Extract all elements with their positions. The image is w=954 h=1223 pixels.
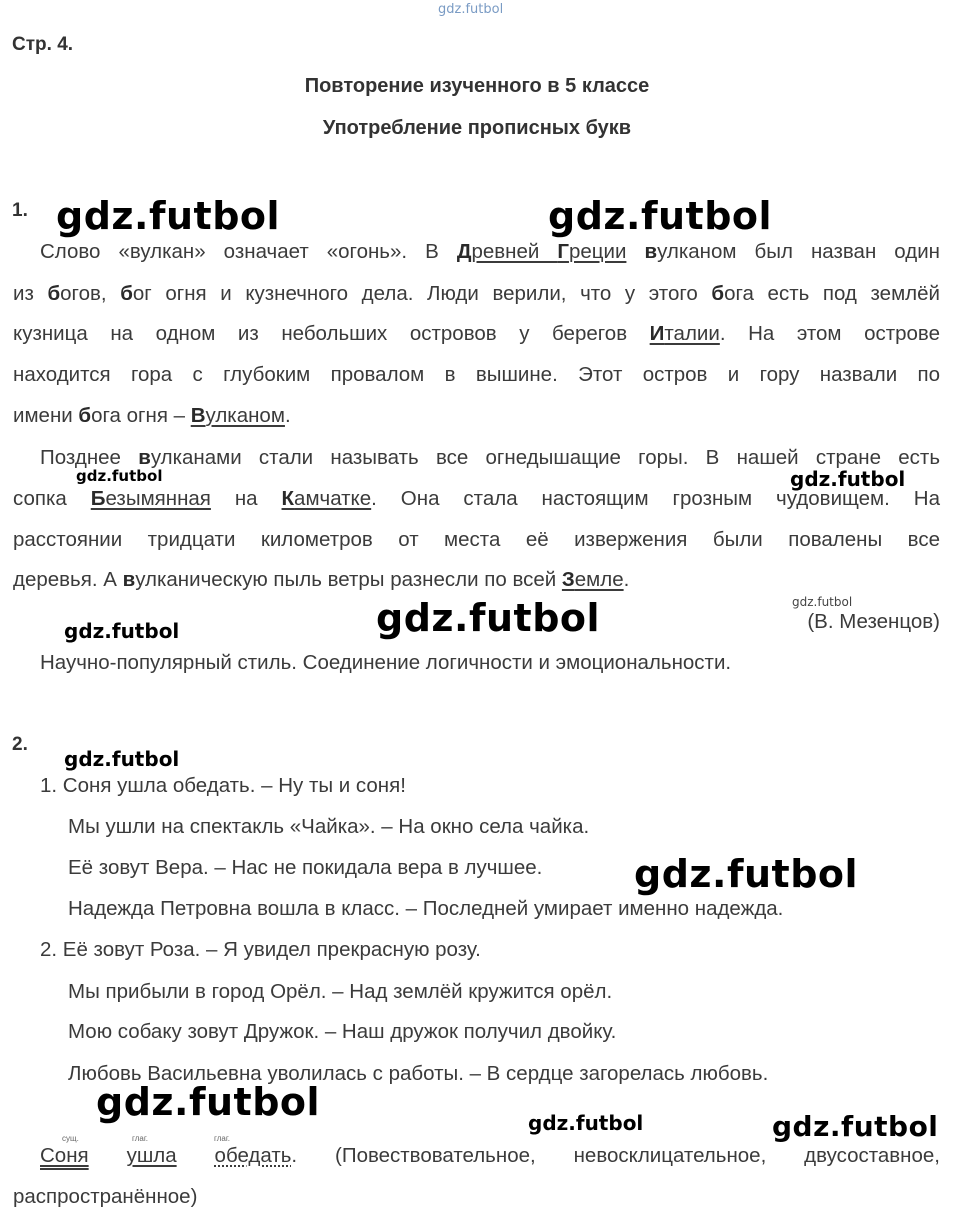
watermark: gdz.futbol (64, 619, 180, 643)
task-number-2: 2. (12, 734, 28, 755)
task1-line-5: имени бога огня – Вулканом. (13, 404, 291, 427)
page-subtitle: Употребление прописных букв (322, 117, 632, 139)
style-note: Научно-популярный стиль. Соединение логичности и эмоциональности. (40, 651, 732, 674)
sentence-parse: Соня ушла обедать. (Повествовательное, невосклицательное, двусоставное, (40, 1144, 941, 1167)
list-item: Мы прибыли в город Орёл. – Над землёй кружится орёл. (68, 980, 613, 1003)
list-item: Мы ушли на спектакль «Чайка». – На окно села чайка. (68, 815, 590, 838)
task1-line-1: Слово «вулкан» означает «огонь». В Древней Греции вулканом был назван один (40, 240, 940, 263)
page-label: Стр. 4. (12, 34, 74, 55)
page-title: Повторение изученного в 5 классе (304, 75, 650, 97)
list-item: Её зовут Вера. – Нас не покидала вера в лучшее. (68, 856, 543, 879)
watermark: gdz.futbol (64, 747, 180, 771)
watermark: gdz.futbol (634, 852, 859, 896)
task1-line-3: кузница на одном из небольших островов у берегов Италии. На этом острове (13, 322, 940, 345)
watermark: gdz.futbol (96, 1080, 321, 1124)
list-item: Мою собаку зовут Дружок. – Наш дружок получил двойку. (68, 1020, 617, 1043)
list-item: 1. Соня ушла обедать. – Ну ты и соня! (40, 774, 406, 797)
task1-line-2: из богов, бог огня и кузнечного дела. Люди верили, что у этого бога есть под землёй (13, 282, 940, 305)
pos-label: глаг. (214, 1134, 231, 1143)
watermark: gdz.futbol (56, 194, 281, 238)
sentence-parse-cont: распространённое) (13, 1185, 198, 1208)
watermark: gdz.futbol (76, 467, 163, 485)
watermark: gdz.futbol (548, 194, 773, 238)
list-item: Любовь Васильевна уволилась с работы. – В сердце загорелась любовь. (68, 1062, 769, 1085)
list-item: 2. Её зовут Роза. – Я увидел прекрасную розу. (40, 938, 481, 961)
list-item: Надежда Петровна вошла в класс. – Последней умирает именно надежда. (68, 897, 784, 920)
watermark: gdz.futbol (790, 467, 906, 491)
author-signature: (В. Мезенцов) (807, 610, 940, 633)
pos-label: сущ. (62, 1134, 79, 1143)
task1-line-4: находится гора с глубоким провалом в вышине. Этот остров и гору назвали по (13, 363, 940, 386)
task1-line-6: Позднее вулканами стали называть все огнедышащие горы. В нашей стране есть (40, 446, 941, 469)
task-number-1: 1. (12, 200, 28, 221)
watermark-top: gdz.futbol (438, 2, 504, 17)
watermark: gdz.futbol (772, 1110, 939, 1143)
task1-line-7: сопка Безымянная на Камчатке. Она стала настоящим грозным чудовищем. На (13, 487, 940, 510)
watermark: gdz.futbol (792, 595, 853, 609)
task1-line-9: деревья. А вулканическую пыль ветры разнесли по всей Земле. (13, 568, 630, 591)
task1-line-8: расстоянии тридцати километров от места её извержения были повалены все (13, 528, 940, 551)
pos-label: глаг. (132, 1134, 149, 1143)
watermark: gdz.futbol (528, 1111, 644, 1135)
watermark: gdz.futbol (376, 596, 601, 640)
